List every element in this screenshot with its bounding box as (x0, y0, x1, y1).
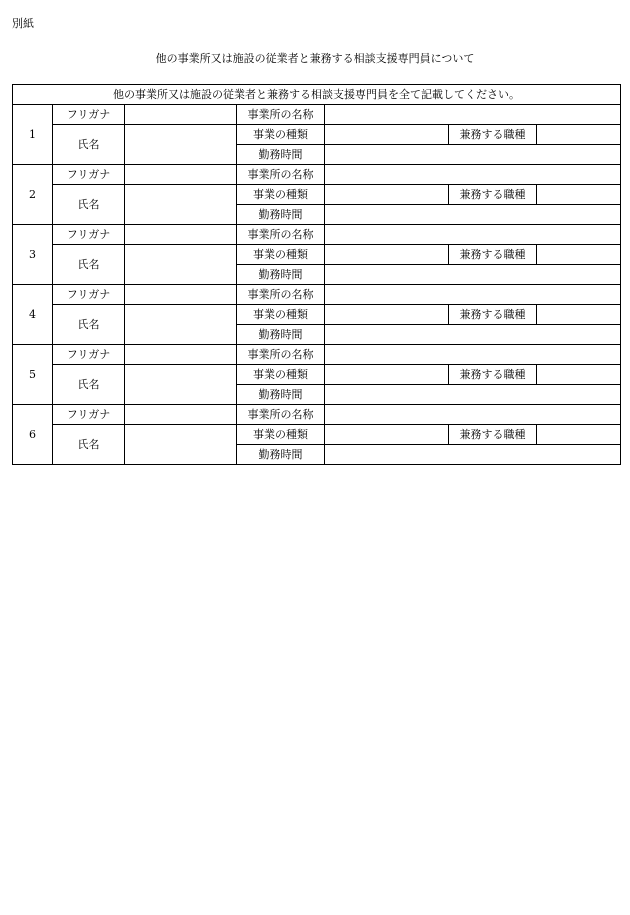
work-hours-field[interactable] (325, 205, 621, 225)
staff-table (12, 84, 621, 465)
work-hours-label: 勤務時間 (237, 385, 325, 405)
work-hours-label: 勤務時間 (237, 265, 325, 285)
work-hours-field[interactable] (325, 385, 621, 405)
entry-6-row-2 (13, 425, 621, 445)
office-type-field[interactable] (325, 425, 449, 445)
work-hours-field[interactable] (325, 325, 621, 345)
entry-4-row-1 (13, 285, 621, 305)
furigana-field[interactable] (125, 165, 237, 185)
page-label: 別紙 (12, 17, 34, 30)
concurrent-job-label: 兼務する職種 (449, 425, 537, 445)
office-type-label: 事業の種類 (237, 365, 325, 385)
office-type-field[interactable] (325, 365, 449, 385)
document-title: 他の事業所又は施設の従業者と兼務する相談支援専門員について (155, 52, 475, 65)
furigana-label: フリガナ (53, 165, 125, 185)
concurrent-job-field[interactable] (537, 305, 621, 325)
office-name-field[interactable] (325, 345, 621, 365)
name-label: 氏名 (53, 425, 125, 465)
concurrent-job-label: 兼務する職種 (449, 185, 537, 205)
entry-2-row-1 (13, 165, 621, 185)
name-field[interactable] (125, 365, 237, 405)
office-name-field[interactable] (325, 165, 621, 185)
concurrent-job-label: 兼務する職種 (449, 305, 537, 325)
entry-3-row-2 (13, 245, 621, 265)
entry-number: 4 (13, 285, 53, 345)
concurrent-job-field[interactable] (537, 125, 621, 145)
work-hours-label: 勤務時間 (237, 145, 325, 165)
work-hours-field[interactable] (325, 265, 621, 285)
office-type-label: 事業の種類 (237, 305, 325, 325)
office-name-field[interactable] (325, 285, 621, 305)
office-type-field[interactable] (325, 185, 449, 205)
entry-number: 1 (13, 105, 53, 165)
entry-number: 2 (13, 165, 53, 225)
office-type-field[interactable] (325, 125, 449, 145)
office-name-label: 事業所の名称 (237, 285, 325, 305)
work-hours-field[interactable] (325, 445, 621, 465)
furigana-label: フリガナ (53, 405, 125, 425)
office-name-label: 事業所の名称 (237, 225, 325, 245)
concurrent-job-field[interactable] (537, 365, 621, 385)
office-name-label: 事業所の名称 (237, 405, 325, 425)
office-name-field[interactable] (325, 225, 621, 245)
concurrent-job-field[interactable] (537, 245, 621, 265)
office-name-field[interactable] (325, 105, 621, 125)
furigana-label: フリガナ (53, 345, 125, 365)
name-field[interactable] (125, 425, 237, 465)
office-type-label: 事業の種類 (237, 245, 325, 265)
work-hours-label: 勤務時間 (237, 445, 325, 465)
furigana-field[interactable] (125, 345, 237, 365)
entry-5-row-2 (13, 365, 621, 385)
office-type-field[interactable] (325, 245, 449, 265)
furigana-field[interactable] (125, 285, 237, 305)
instruction-row (13, 85, 621, 105)
entry-4-row-2 (13, 305, 621, 325)
entry-2-row-2 (13, 185, 621, 205)
name-label: 氏名 (53, 125, 125, 165)
name-field[interactable] (125, 305, 237, 345)
entry-number: 5 (13, 345, 53, 405)
concurrent-job-label: 兼務する職種 (449, 245, 537, 265)
name-label: 氏名 (53, 365, 125, 405)
entry-number: 6 (13, 405, 53, 465)
furigana-label: フリガナ (53, 285, 125, 305)
name-label: 氏名 (53, 185, 125, 225)
furigana-field[interactable] (125, 405, 237, 425)
office-name-label: 事業所の名称 (237, 345, 325, 365)
entry-5-row-1 (13, 345, 621, 365)
furigana-label: フリガナ (53, 105, 125, 125)
concurrent-job-field[interactable] (537, 425, 621, 445)
furigana-field[interactable] (125, 225, 237, 245)
name-field[interactable] (125, 125, 237, 165)
entry-1-row-1 (13, 105, 621, 125)
name-field[interactable] (125, 245, 237, 285)
office-type-label: 事業の種類 (237, 425, 325, 445)
concurrent-job-label: 兼務する職種 (449, 365, 537, 385)
office-name-field[interactable] (325, 405, 621, 425)
work-hours-field[interactable] (325, 145, 621, 165)
office-type-label: 事業の種類 (237, 185, 325, 205)
concurrent-job-label: 兼務する職種 (449, 125, 537, 145)
entry-3-row-1 (13, 225, 621, 245)
work-hours-label: 勤務時間 (237, 205, 325, 225)
office-name-label: 事業所の名称 (237, 105, 325, 125)
entry-6-row-1 (13, 405, 621, 425)
office-type-label: 事業の種類 (237, 125, 325, 145)
concurrent-job-field[interactable] (537, 185, 621, 205)
entry-number: 3 (13, 225, 53, 285)
entry-1-row-2 (13, 125, 621, 145)
work-hours-label: 勤務時間 (237, 325, 325, 345)
instruction-text: 他の事業所又は施設の従業者と兼務する相談支援専門員を全て記載してください。 (13, 85, 621, 105)
name-label: 氏名 (53, 305, 125, 345)
office-name-label: 事業所の名称 (237, 165, 325, 185)
office-type-field[interactable] (325, 305, 449, 325)
name-label: 氏名 (53, 245, 125, 285)
furigana-field[interactable] (125, 105, 237, 125)
furigana-label: フリガナ (53, 225, 125, 245)
name-field[interactable] (125, 185, 237, 225)
